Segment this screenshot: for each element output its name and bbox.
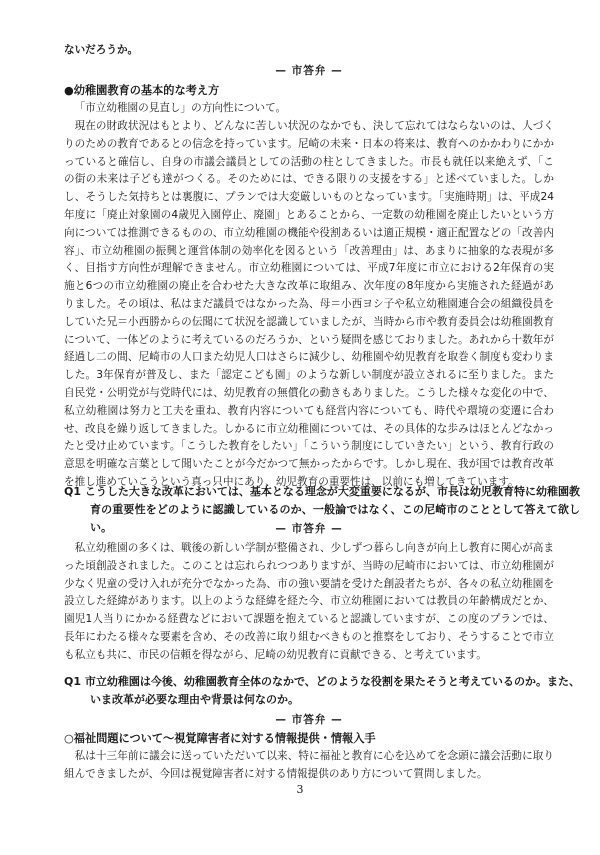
question-2: Q1 市立幼稚園は今後、幼稚園教育全体のなかで、どのような役割を果たそうと考えているのか。また、いま改革が必要な理由や背景は何なのか。 <box>64 675 580 706</box>
section-heading-kindergarten: ●幼稚園教育の基本的な考え方 <box>64 84 220 97</box>
paragraph-visual-impairment: 私は十三年前に議会に送っていただいて以来、特に福祉と教育に心を込めてを念頭に議会活動に取り組んできましたが、今回は視覚障害者に対する情報提供のあり方について質問しました。 <box>64 750 554 780</box>
subheading-kindergarten-review: 「市立幼稚園の見直し」の方向性について。 <box>74 102 287 114</box>
paragraph-kindergarten-background: 現在の財政状況はもとより、どんなに苦しい状況のなかでも、決して忘れてはならないのは、人づくりのための教育であるとの信念を持っています。尼崎の未来・日本の将来は、教育へのかかわりにかかっていると確信し、自身の市議会議員としての活動の柱としてきました。市長も就任以来絶えず、「この街の未来は子ども達がつくる。そのためには、できる限りの支援をする」と述べていました。しかし、そうした気持ちとは裏腹に、プランでは大変厳しいものとなっています。「実施時期」は、平成24年度に「廃止対象園の4歳児入園停止、廃園」とあることから、一定数の幼稚園を廃止したいという方向については推測できるものの、市立幼稚園の機能や役割あるいは適正規模・適正配置などの「改善内容」、市立幼稚園の振興と運営体制の効率化を図るという「改善理由」は、あまりに抽象的な表現が多く、目指す方向性が理解できません。市立幼稚園については、平成7年度に市立における2年保育の実施と6つの市立幼稚園の廃止を合わせた大きな改革に取組み、次年度の8年度から実施された経過がありました。その頃は、私はまだ議員ではなかった為、母＝小西ヨシ子や私立幼稚園連合会の組織役員をしていた兄＝小西勝からの伝聞にて状況を認識していましたが、当時から市や教育委員会は幼稚園教育について、一体どのように考えているのだろうか、という疑問を感じておりました。あれから十数年が経過し二の間、尼崎市の人口また幼児人口はさらに減少し、幼稚園や幼児教育を取巻く制度も変わりました。3年保育が普及し、また「認定こども園」のような新しい制度が設立されるに至りました。また自民党・公明党が与党時代には、幼児教育の無償化の動きもありました。こうした様々な変化の中で、私立幼稚園は努力と工夫を重ね、教育内容についても経営内容についても、時代や環境の変遷に合わせ、改良を繰り返してきました。しかるに市立幼稚園については、その具体的な歩みはほとんどなかったと受け止めています。「こうした教育をしたい」「こういう制度にしていきたい」という、教育行政の意思を明確な言葉として聞いたことが今だかつて無かったからです。しかし現在、我が国では教育改革を推し進めていこうという真っ只中にあり、幼児教育の重要性は、以前にも増してきています。 <box>64 120 554 488</box>
question-1: Q1 こうした大きな改革においては、基本となる理念が大変重要になるが、市長は幼児教育特に幼稚園教育の重要性をどのように認識しているのか、一般論ではなく、この尼崎市のこととして答えて欲しい。 <box>64 485 580 534</box>
page-number: 3 <box>296 783 304 796</box>
city-answer-label: — 市答弁 — <box>275 714 343 726</box>
paragraph-private-kindergartens: 私立幼稚園の多くは、戦後の新しい学制が整備され、少しずつ暮らし向きが向上し教育に関心が高まった頃創設されました。このことは忘れられつつありますが、当時の尼崎市においては、市立幼稚園が少なく児童の受け入れが充分でなかった為、市の強い要請を受けた創設者たちが、各々の私立幼稚園を設立した経緯があります。以上のような経緯を経た今、市立幼稚園においては教員の年齢構成だとか、園児1人当りにかかる経費などにおいて課題を抱えていると認識していますが、この度のプランでは、長年にわたる様々な要素を含め、その改善に取り組むべきものと推察をしており、そうすることで市立も私立も共に、市民の信頼を得ながら、尼崎の幼児教育に貢献できる、と考えています。 <box>64 542 554 661</box>
section-heading-welfare: ○福祉問題について〜視覚障害者に対する情報提供・情報入手 <box>64 732 376 745</box>
city-answer-label: — 市答弁 — <box>275 523 343 535</box>
continued-text: ないだろうか。 <box>64 44 139 56</box>
city-answer-label: — 市答弁 — <box>275 65 343 77</box>
